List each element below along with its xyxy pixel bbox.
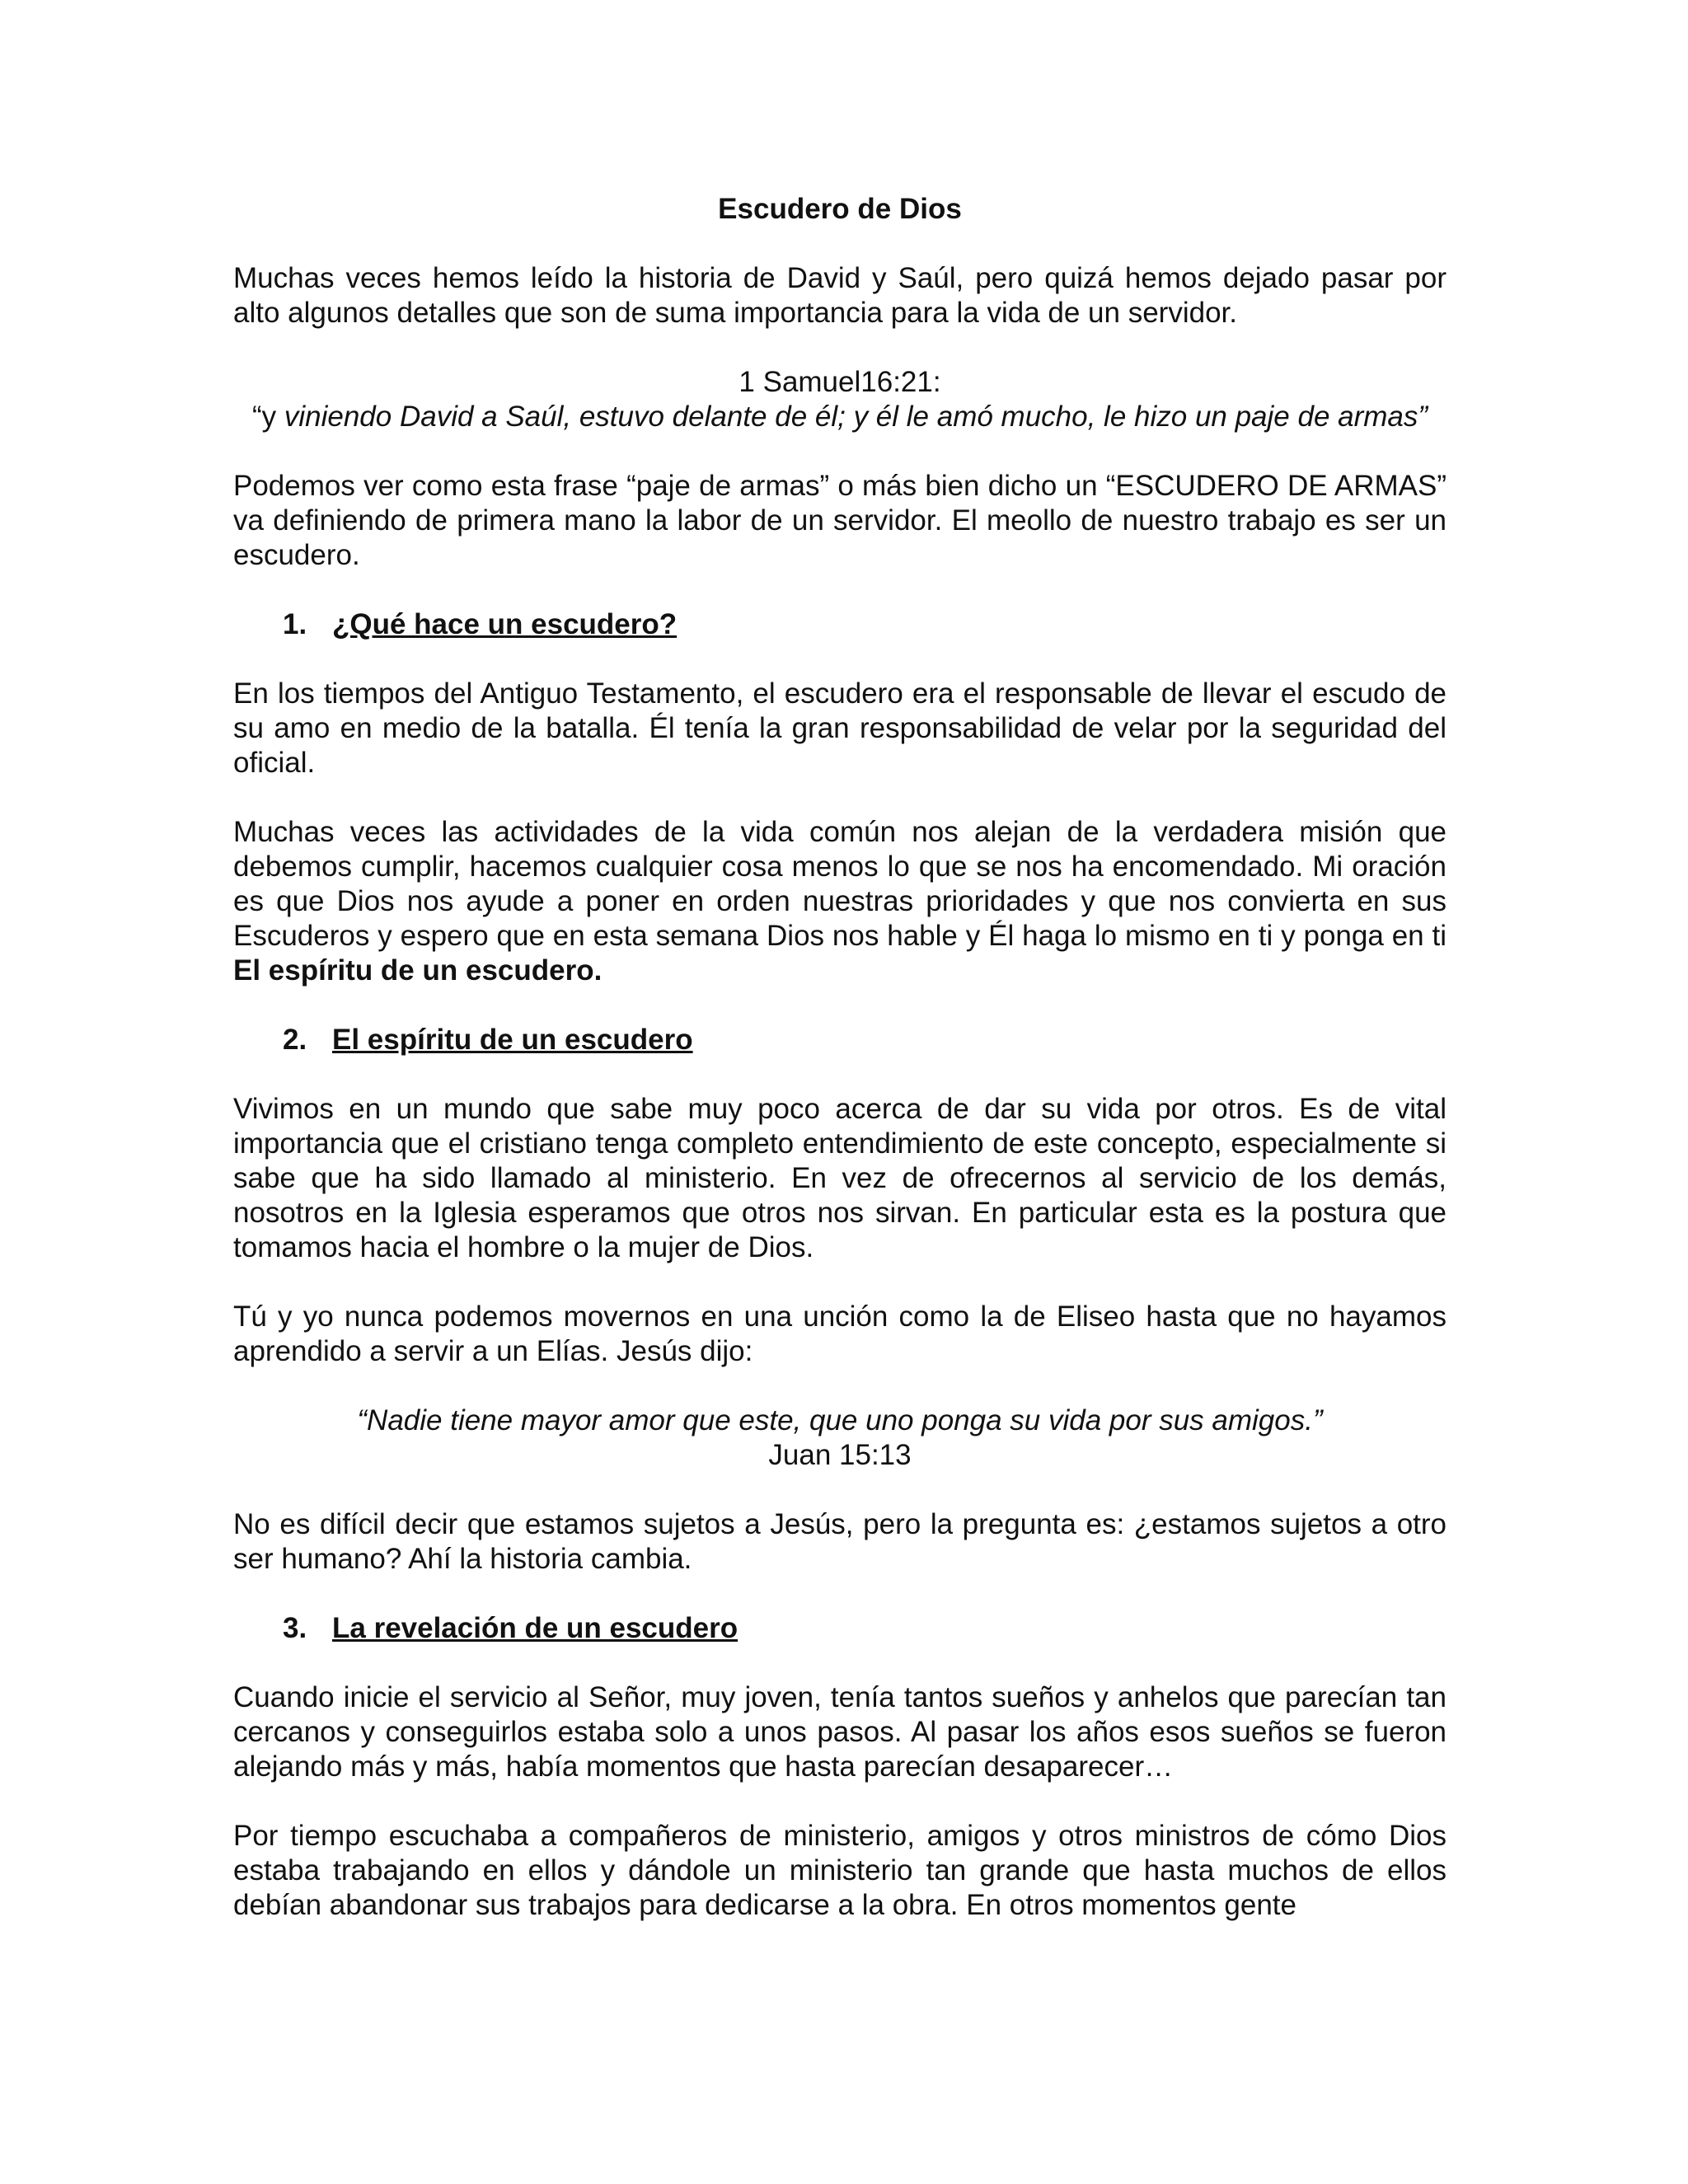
section2-paragraph-3: No es difícil decir que estamos sujetos a Jesús, pero la pregunta es: ¿estamos sujetos a otro ser humano? Ahí la historia cambia. bbox=[233, 1508, 1447, 1575]
verse-block-juan bbox=[233, 1404, 1447, 1473]
section3-paragraph-1: Cuando inicie el servicio al Señor, muy joven, tenía tantos sueños y anhelos que parecían tan cercanos y conseguirlos estaba solo a unos pasos. Al pasar los años esos sueños se fueron alejando más y más, había momentos que hasta parecían desaparecer… bbox=[233, 1681, 1447, 1783]
document-page bbox=[233, 192, 1447, 1957]
verse-reference: Juan 15:13 bbox=[768, 1439, 912, 1471]
section-number: 3. bbox=[283, 1612, 307, 1644]
section1-paragraph-2 bbox=[233, 815, 1447, 988]
section-title: ¿Qué hace un escudero? bbox=[332, 608, 678, 640]
verse-text: “Nadie tiene mayor amor que este, que uno ponga su vida por sus amigos.” bbox=[357, 1404, 1323, 1436]
section2-paragraph-1: Vivimos en un mundo que sabe muy poco acerca de dar su vida por otros. Es de vital importancia que el cristiano tenga completo entendimiento de este concepto, especialmente si sabe que ha sido llamado al ministerio. En vez de ofrecernos al servicio de los demás, nosotros en la Iglesia esperamos que otros nos sirvan. En particular esta es la postura que tomamos hacia el hombre o la mujer de Dios. bbox=[233, 1093, 1447, 1263]
paje-paragraph: Podemos ver como esta frase “paje de armas” o más bien dicho un “ESCUDERO DE ARMAS” va definiendo de primera mano la labor de un servidor. El meollo de nuestro trabajo es ser un escudero. bbox=[233, 470, 1447, 571]
section1-paragraph-1: En los tiempos del Antiguo Testamento, el escudero era el responsable de llevar el escudo de su amo en medio de la batalla. Él tenía la gran responsabilidad de velar por la seguridad del oficial. bbox=[233, 677, 1447, 779]
paragraph-text: Muchas veces las actividades de la vida común nos alejan de la verdadera misión que debemos cumplir, hacemos cualquier cosa menos lo que se nos ha encomendado. Mi oración es que Dios nos ayude a poner en orden nuestras prioridades y que nos convierta en sus Escuderos y espero que en esta semana Dios nos hable y Él haga lo mismo en ti y ponga en ti bbox=[233, 816, 1447, 952]
verse-open-quote: “y bbox=[251, 401, 284, 433]
section-number: 1. bbox=[283, 608, 307, 640]
section-number: 2. bbox=[283, 1024, 307, 1056]
section-heading-3 bbox=[233, 1611, 1447, 1646]
verse-text bbox=[233, 400, 1447, 434]
section-title: La revelación de un escudero bbox=[332, 1612, 738, 1644]
section-heading-2 bbox=[233, 1023, 1447, 1057]
verse-block-samuel bbox=[233, 365, 1447, 434]
section3-paragraph-2: Por tiempo escuchaba a compañeros de ministerio, amigos y otros ministros de cómo Dios estaba trabajando en ellos y dándole un ministerio tan grande que hasta muchos de ellos debían abandonar sus trabajos para dedicarse a la obra. En otros momentos gente bbox=[233, 1820, 1447, 1921]
document-title: Escudero de Dios bbox=[718, 193, 962, 225]
section2-paragraph-2: Tú y yo nunca podemos movernos en una unción como la de Eliseo hasta que no hayamos aprendido a servir a un Elías. Jesús dijo: bbox=[233, 1301, 1447, 1367]
verse-reference: 1 Samuel16:21: bbox=[738, 366, 941, 398]
intro-paragraph: Muchas veces hemos leído la historia de David y Saúl, pero quizá hemos dejado pasar por alto algunos detalles que son de suma importancia para la vida de un servidor. bbox=[233, 262, 1447, 329]
paragraph-bold-text: El espíritu de un escudero. bbox=[233, 954, 603, 987]
section-heading-1 bbox=[233, 607, 1447, 642]
section-title: El espíritu de un escudero bbox=[332, 1024, 693, 1056]
verse-italic-text: viniendo David a Saúl, estuvo delante de él; y él le amó mucho, le hizo un paje de armas” bbox=[284, 401, 1428, 433]
